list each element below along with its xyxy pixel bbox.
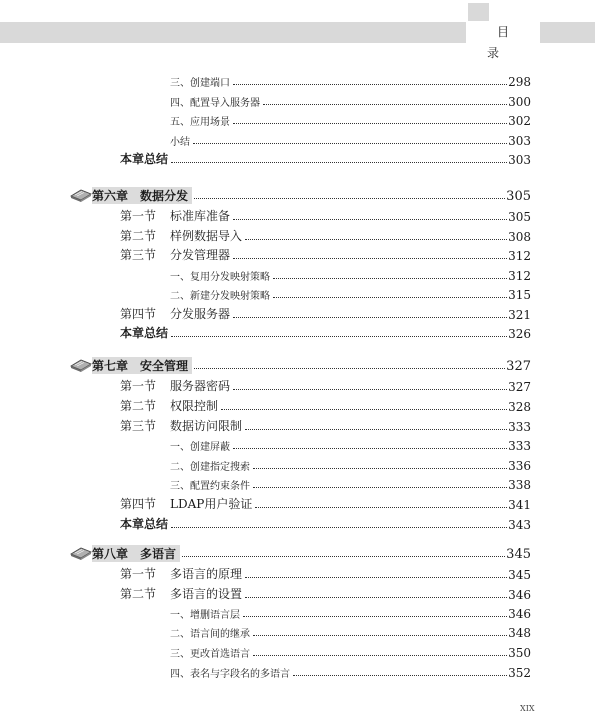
dot-leader [233,316,507,318]
toc-entry-page: 346 [508,607,531,621]
book-icon [70,545,92,561]
dot-leader [182,555,505,557]
toc-entry-page: 333 [508,439,531,453]
chapter-highlight [92,545,180,562]
toc-entry-title: 四、配置导入服务器 [170,98,260,109]
toc-entry-page: 312 [508,269,531,283]
dot-leader [245,238,507,240]
chapter-highlight [92,357,192,374]
section-number: 第一节 [120,379,157,393]
toc-entry-title: 四、表名与字段名的多语言 [170,669,290,680]
toc-entry-title: 本章总结 [120,517,169,531]
toc-entry[interactable] [120,245,531,263]
toc-entry[interactable] [120,416,531,434]
section-number: 第二节 [120,399,157,413]
toc-entry-page: 333 [508,420,531,434]
chapter-highlight [92,187,192,204]
toc-entry-page: 341 [508,498,531,512]
chapter-title: 第六章 数据分发 [92,189,189,203]
toc-entry-title: 小结 [170,137,190,148]
dot-leader [253,654,507,656]
toc-entry-page: 326 [508,327,531,341]
toc-entry-title: 标准库准备 [170,209,231,223]
chapter-entry[interactable] [92,356,531,374]
toc-entry[interactable] [120,304,531,322]
toc-entry-title: 三、创建端口 [170,78,230,89]
chapter-title: 第七章 安全管理 [92,359,189,373]
dot-leader [253,486,507,488]
section-number: 第二节 [120,587,157,601]
toc-entry-title: 样例数据导入 [170,229,243,243]
toc-entry-title: 一、创建屏蔽 [170,442,230,453]
toc-entry-page: 343 [508,518,531,532]
toc-entry-page: 327 [508,380,531,394]
toc-entry-title: 一、复用分发映射策略 [170,272,270,283]
toc-entry-page: 305 [506,189,531,204]
toc-entry-title: 多语言的设置 [170,587,243,601]
toc-entry-page: 336 [508,459,531,473]
dot-leader [233,122,507,124]
dot-leader [255,506,507,508]
toc-entry[interactable] [170,265,531,283]
toc-entry[interactable] [170,662,531,680]
book-icon [70,187,92,203]
toc-entry-title: 服务器密码 [170,379,231,393]
header-title: 目 录 [466,22,540,43]
dot-leader [243,615,507,617]
toc-entry-title: 数据访问限制 [170,419,243,433]
toc-entry[interactable] [120,584,531,602]
toc-entry[interactable] [170,91,531,109]
dot-leader [233,388,507,390]
dot-leader [194,367,505,369]
toc-entry-page: 302 [508,114,531,128]
book-icon [70,357,92,373]
dot-leader [193,142,507,144]
toc-entry[interactable] [120,206,531,224]
toc-entry[interactable] [170,435,531,453]
chapter-entry[interactable] [92,186,531,204]
toc-entry[interactable] [170,71,531,89]
toc-entry-title: 二、创建指定搜索 [170,462,250,473]
dot-leader [233,447,507,449]
section-number: 第三节 [120,419,157,433]
toc-entry[interactable] [170,455,531,473]
toc-entry-page: 308 [508,230,531,244]
section-number: 第一节 [120,567,157,581]
toc-entry[interactable] [120,494,531,512]
chapter-summary-entry[interactable] [120,323,531,341]
toc-entry-title: 三、更改首选语言 [170,649,250,660]
section-number: 第二节 [120,229,157,243]
dot-leader [273,296,507,298]
chapter-summary-entry[interactable] [120,514,531,532]
toc-entry-title: 五、应用场景 [170,117,230,128]
dot-leader [221,408,507,410]
dot-leader [293,674,507,676]
toc-entry-page: 303 [508,153,531,167]
chapter-title: 第八章 多语言 [92,547,177,561]
dot-leader [233,218,507,220]
toc-entry-title: 本章总结 [120,326,169,340]
toc-entry-page: 328 [508,400,531,414]
toc-entry[interactable] [170,110,531,128]
toc-entry[interactable] [170,284,531,302]
toc-entry-page: 345 [508,568,531,582]
toc-entry-page: 346 [508,588,531,602]
section-number: 第四节 [120,497,157,511]
dot-leader [233,257,507,259]
toc-entry-title: 分发管理器 [170,248,231,262]
toc-entry[interactable] [170,642,531,660]
toc-entry-title: 本章总结 [120,152,169,166]
toc-entry-page: 298 [508,75,531,89]
dot-leader [263,103,507,105]
toc-entry-page: 350 [508,646,531,660]
toc-entry[interactable] [120,376,531,394]
toc-entry-page: 300 [508,95,531,109]
toc-entry-title: 分发服务器 [170,307,231,321]
toc-entry-page: 312 [508,249,531,263]
toc-entry[interactable] [170,474,531,492]
toc-entry[interactable] [120,564,531,582]
toc-entry-page: 352 [508,666,531,680]
chapter-summary-entry[interactable] [120,149,531,167]
section-number: 第一节 [120,209,157,223]
dot-leader [171,526,507,528]
toc-entry[interactable] [120,226,531,244]
section-number: 第四节 [120,307,157,321]
toc-entry-page: 345 [506,547,531,562]
dot-leader [273,277,507,279]
toc-entry-title: 二、语言间的继承 [170,629,250,640]
toc-entry-page: 338 [508,478,531,492]
toc-entry-title: 一、增删语言层 [170,610,240,621]
dot-leader [171,335,507,337]
dot-leader [171,161,507,163]
dot-leader [253,467,507,469]
toc-entry-title: LDAP用户验证 [170,497,253,511]
dot-leader [245,576,507,578]
dot-leader [194,197,505,199]
toc-entry-page: 348 [508,626,531,640]
toc-entry[interactable] [170,603,531,621]
dot-leader [245,428,507,430]
toc-entry-page: 305 [508,210,531,224]
toc-entry-page: 303 [508,134,531,148]
dot-leader [233,83,507,85]
chapter-entry[interactable] [92,544,531,562]
toc-entry[interactable] [170,622,531,640]
toc-entry[interactable] [170,130,531,148]
toc-entry-title: 三、配置约束条件 [170,481,250,492]
toc-entry-title: 二、新建分发映射策略 [170,291,270,302]
toc-entry[interactable] [120,396,531,414]
toc-entry-page: 321 [508,308,531,322]
page-number-fragment: XIX [520,704,535,713]
dot-leader [245,596,507,598]
toc-entry-page: 315 [508,288,531,302]
toc-entry-title: 多语言的原理 [170,567,243,581]
dot-leader [253,634,507,636]
toc-entry-page: 327 [506,359,531,374]
section-number: 第三节 [120,248,157,262]
toc-entry-title: 权限控制 [170,399,219,413]
